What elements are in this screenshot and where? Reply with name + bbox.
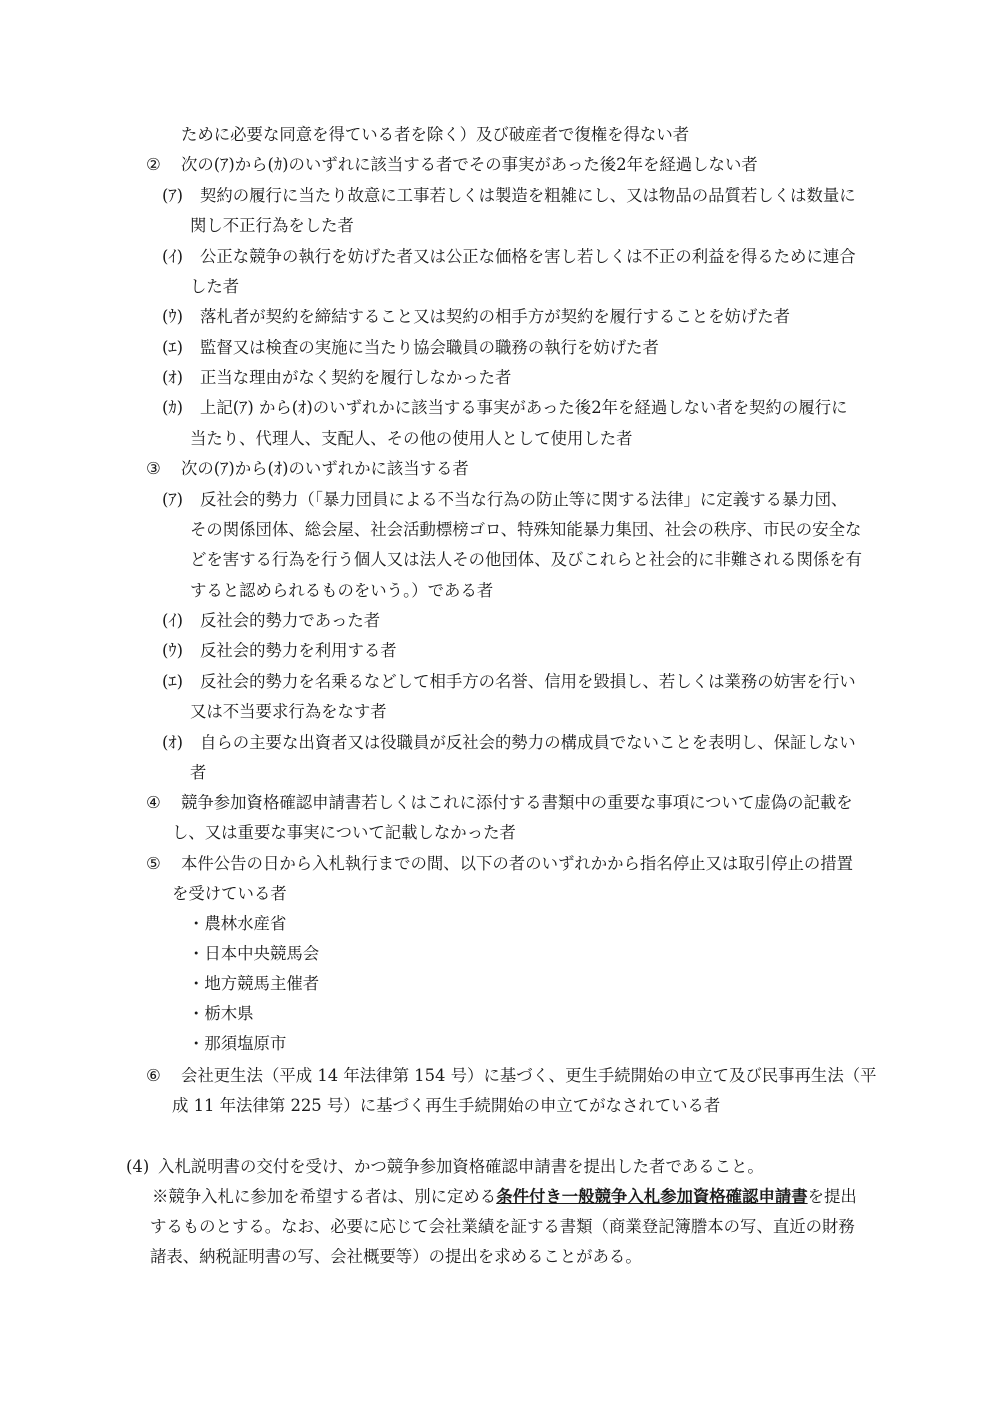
item-4-line-2: し、又は重要な事実について記載しなかった者	[172, 823, 516, 842]
item-6-label: ⑥	[146, 1066, 161, 1085]
item-3-sub-a-line-3: どを害する行為を行う個人又は法人その他団体、及びこれらと社会的に非難される関係を有	[190, 550, 863, 569]
item-5-line-2: を受けている者	[172, 884, 287, 903]
item-2-sub-a-line-1: 契約の履行に当たり故意に工事若しくは製造を粗雑にし、又は物品の品質若しくは数量に	[200, 186, 856, 205]
item-3-sub-e-label: (ｵ)	[162, 733, 183, 752]
item-2-sub-f-label: (ｶ)	[162, 398, 183, 417]
item-2-sub-c-line-1: 落札者が契約を締結すること又は契約の相手方が契約を履行することを妨げた者	[200, 307, 791, 326]
item-3-sub-a-line-1: 反社会的勢力（「暴力団員による不当な行為の防止等に関する法律」に定義する暴力団、	[200, 490, 848, 509]
item-3-sub-e-line-1: 自らの主要な出資者又は役職員が反社会的勢力の構成員でないことを表明し、保証しない	[200, 733, 856, 752]
bullet-item: ・農林水産省	[188, 914, 287, 933]
item-3-sub-d-line-2: 又は不当要求行為をなす者	[190, 702, 387, 721]
item-4-line-1: 競争参加資格確認申請書若しくはこれに添付する書類中の重要な事項について虚偽の記載を	[181, 793, 853, 812]
item-2-sub-f-line-1: 上記(ｱ) から(ｵ)のいずれかに該当する事実があった後2年を経過しない者を契約の履行に	[200, 398, 848, 417]
section-4-note-line-1	[152, 1186, 857, 1208]
bullet-item: ・日本中央競馬会	[188, 944, 320, 963]
item-3-sub-a-line-4: すると認められるものをいう。）である者	[190, 581, 494, 600]
item-2-text: 次の(ｱ)から(ｶ)のいずれに該当する者でその事実があった後2年を経過しない者	[181, 155, 758, 174]
item-5-label: ⑤	[146, 854, 161, 873]
item-5-line-1: 本件公告の日から入札執行までの間、以下の者のいずれかから指名停止又は取引停止の措置	[181, 854, 854, 873]
item-2-sub-c-label: (ｳ)	[162, 307, 183, 326]
item-2-sub-a-line-2: 関し不正行為をした者	[190, 216, 354, 235]
item-2-label: ②	[146, 155, 161, 174]
section-4-note-line-2: するものとする。なお、必要に応じて会社業績を証する書類（商業登記簿謄本の写、直近の財務	[150, 1217, 855, 1236]
item-2-sub-a-label: (ｱ)	[162, 186, 183, 205]
item-2-sub-d-label: (ｴ)	[162, 338, 183, 357]
section-4-note-before: ※競争入札に参加を希望する者は、別に定める	[152, 1187, 497, 1206]
item-3-sub-c-label: (ｳ)	[162, 641, 183, 660]
item-2-sub-b-label: (ｲ)	[162, 247, 183, 266]
section-4-note-after: を提出	[807, 1187, 857, 1206]
continuation-text: ために必要な同意を得ている者を除く）及び破産者で復権を得ない者	[181, 125, 690, 144]
item-6-line-2: 成 11 年法律第 225 号）に基づく再生手続開始の申立てがなされている者	[172, 1096, 721, 1115]
item-3-label: ③	[146, 459, 161, 478]
bullet-item: ・那須塩原市	[188, 1034, 287, 1053]
item-2-sub-b-line-1: 公正な競争の執行を妨げた者又は公正な価格を害し若しくは不正の利益を得るために連合	[200, 247, 856, 266]
item-2-sub-f-line-2: 当たり、代理人、支配人、その他の使用人として使用した者	[190, 429, 633, 448]
application-form-name: 条件付き一般競争入札参加資格確認申請書	[496, 1187, 808, 1206]
item-3-sub-e-line-2: 者	[190, 763, 207, 782]
item-4-label: ④	[146, 793, 161, 812]
item-3-sub-d-line-1: 反社会的勢力を名乗るなどして相手方の名誉、信用を毀損し、若しくは業務の妨害を行い	[200, 672, 856, 691]
item-2-sub-b-line-2: した者	[190, 277, 240, 296]
item-2-sub-e-line-1: 正当な理由がなく契約を履行しなかった者	[200, 368, 512, 387]
item-6-line-1: 会社更生法（平成 14 年法律第 154 号）に基づく、更生手続開始の申立て及び民事再生法（平	[181, 1066, 877, 1085]
item-3-sub-d-label: (ｴ)	[162, 672, 183, 691]
item-3-sub-b-line-1: 反社会的勢力であった者	[200, 611, 381, 630]
section-4-note-line-3: 諸表、納税証明書の写、会社概要等）の提出を求めることがある。	[150, 1247, 642, 1266]
item-2-sub-d-line-1: 監督又は検査の実施に当たり協会職員の職務の執行を妨げた者	[200, 338, 659, 357]
bullet-item: ・栃木県	[188, 1004, 254, 1023]
bullet-item: ・地方競馬主催者	[188, 974, 320, 993]
item-3-sub-b-label: (ｲ)	[162, 611, 183, 630]
item-3-sub-a-line-2: その関係団体、総会屋、社会活動標榜ゴロ、特殊知能暴力集団、社会の秩序、市民の安全な	[190, 520, 862, 539]
item-3-sub-c-line-1: 反社会的勢力を利用する者	[200, 641, 397, 660]
item-3-text: 次の(ｱ)から(ｵ)のいずれかに該当する者	[181, 459, 469, 478]
section-4-label: (4)	[126, 1157, 150, 1176]
item-3-sub-a-label: (ｱ)	[162, 490, 183, 509]
item-2-sub-e-label: (ｵ)	[162, 368, 183, 387]
section-4-text: 入札説明書の交付を受け、かつ競争参加資格確認申請書を提出した者であること。	[158, 1157, 764, 1176]
